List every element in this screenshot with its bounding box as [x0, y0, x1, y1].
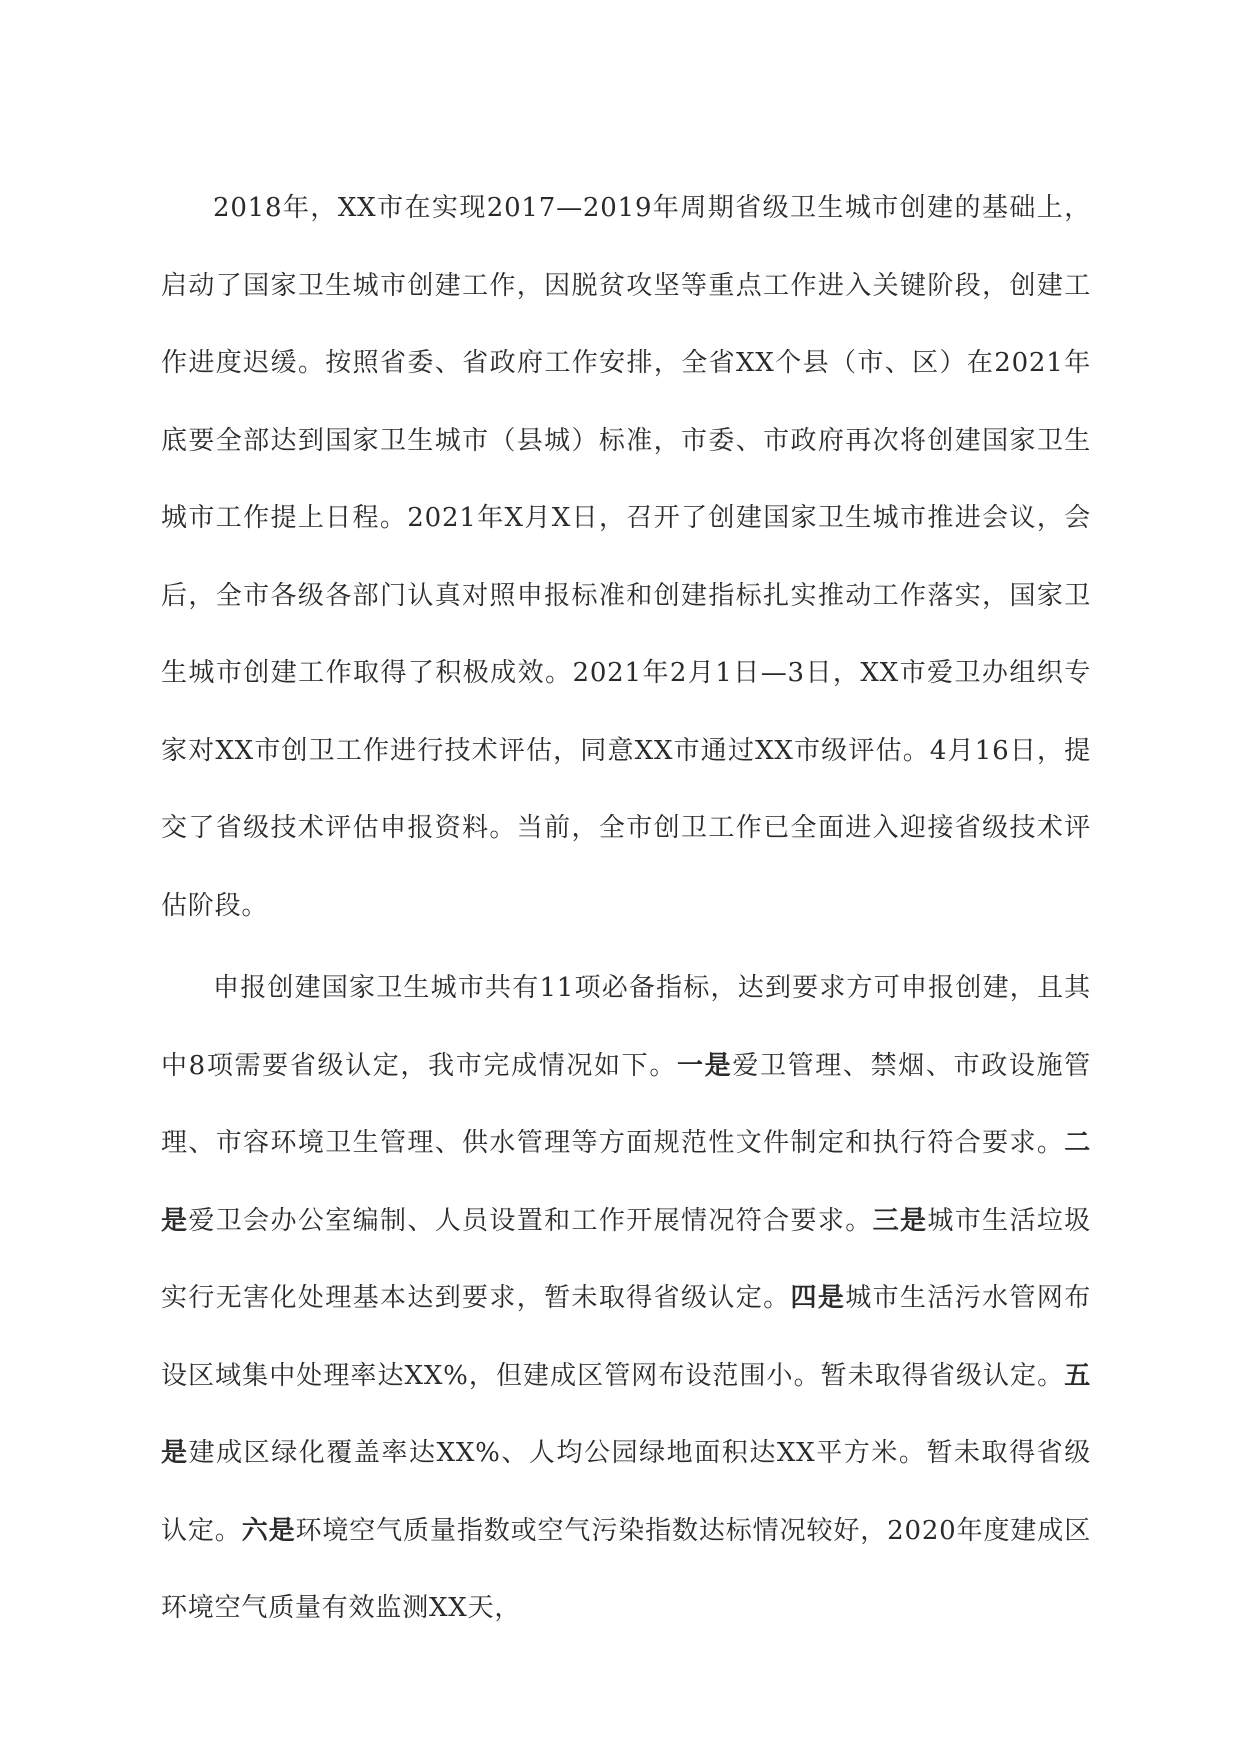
item-4-text: 城市生活污水管网布设区域集中处理率达XX%，但建成区管网布设范围小。暂未取得省级认定。 — [161, 1283, 1092, 1391]
paragraph-1: 2018年，XX市在实现2017—2019年周期省级卫生城市创建的基础上，启动了国家卫生城市创建工作，因脱贫攻坚等重点工作进入关键阶段，创建工作进度迟缓。按照省委、省政府工作安排，全省XX个县（市、区）在2021年底要全部达到国家卫生城市（县城）标准，市委、市政府再次将创建国家卫生城市工作提上日程。2021年X月X日，召开了创建国家卫生城市推进会议，会后，全市各级各部门认真对照申报标准和创建指标扎实推动工作落实，国家卫生城市创建工作取得了积极成效。2021年2月1日—3日，XX市爱卫办组织专家对XX市创卫工作进行技术评估，同意XX市通过XX市级评估。4月16日，提交了省级技术评估申报资料。当前，全市创卫工作已全面进入迎接省级技术评估阶段。 — [161, 193, 1091, 921]
item-6-label: 六是 — [241, 1515, 296, 1546]
item-2-text: 爱卫会办公室编制、人员设置和工作开展情况符合要求。 — [188, 1205, 873, 1236]
document-body — [161, 170, 1091, 1648]
paragraph-2-intro: 申报创建国家卫生城市共有11项必备指标，达到要求方可申报创建，且其中8项需要省级认定，我市完成情况如下。 — [161, 973, 1091, 1081]
item-1-text: 爱卫管理、禁烟、市政设施管理、市容环境卫生管理、供水管理等方面规范性文件制定和执行符合要求。 — [161, 1050, 1091, 1158]
item-6-text: 环境空气质量指数或空气污染指数达标情况较好，2020年度建成区环境空气质量有效监测XX天， — [161, 1515, 1091, 1623]
item-3-label: 三是 — [872, 1205, 928, 1236]
paragraph-2 — [161, 950, 1091, 1648]
item-1-label: 一是 — [677, 1050, 733, 1081]
item-5-text: 建成区绿化覆盖率达XX%、人均公园绿地面积达XX平方米。暂未取得省级认定。 — [161, 1438, 1091, 1546]
item-3-text: 城市生活垃圾实行无害化处理基本达到要求，暂未取得省级认定。 — [161, 1205, 1091, 1313]
item-5-label: 五是 — [161, 1360, 1091, 1468]
item-2-label: 二是 — [161, 1128, 1091, 1236]
item-4-label: 四是 — [790, 1283, 846, 1313]
